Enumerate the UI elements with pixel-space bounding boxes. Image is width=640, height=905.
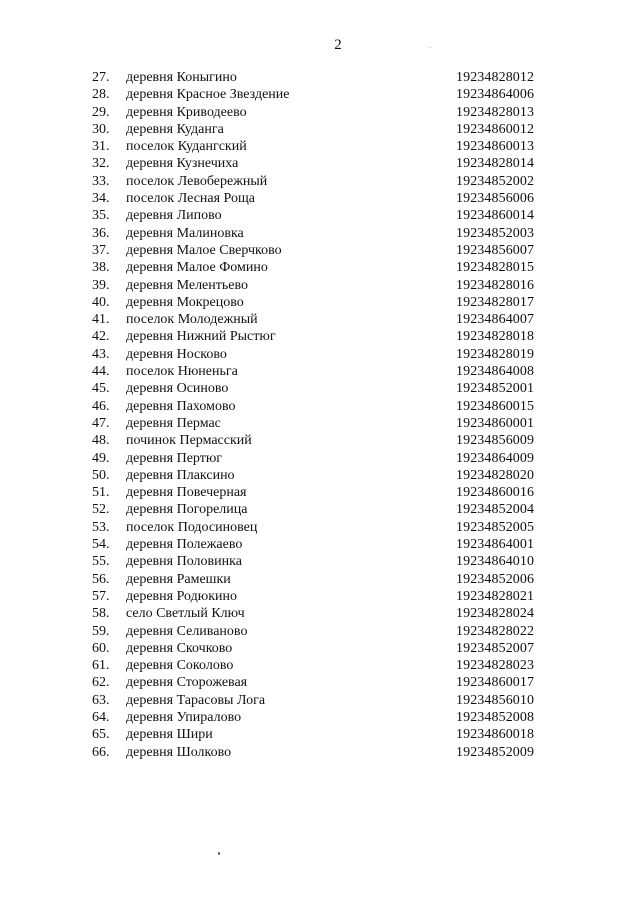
row-number: 48. (92, 433, 110, 449)
oktmo-code: 19234852005 (456, 519, 535, 535)
oktmo-code: 19234860014 (456, 208, 535, 224)
settlement-row (0, 623, 640, 640)
oktmo-code: 19234828015 (456, 260, 535, 276)
settlement-row (0, 294, 640, 311)
oktmo-code: 19234852007 (456, 640, 535, 656)
settlement-name: деревня Носково (126, 346, 227, 362)
oktmo-code: 19234864001 (456, 537, 535, 553)
settlement-row (0, 173, 640, 190)
oktmo-code: 19234864009 (456, 450, 535, 466)
row-number: 40. (92, 294, 110, 310)
row-number: 59. (92, 623, 110, 639)
settlement-name: починок Пермасский (126, 433, 252, 449)
settlement-name: деревня Родюкино (126, 588, 237, 604)
settlement-list (0, 69, 640, 761)
settlement-name: деревня Осиново (126, 381, 229, 397)
settlement-row (0, 692, 640, 709)
settlement-row (0, 104, 640, 121)
settlement-row (0, 588, 640, 605)
settlement-name: деревня Плаксино (126, 467, 235, 483)
row-number: 54. (92, 537, 110, 553)
row-number: 61. (92, 658, 110, 674)
oktmo-code: 19234864006 (456, 87, 535, 103)
settlement-name: деревня Половинка (126, 554, 242, 570)
settlement-name: деревня Липово (126, 208, 222, 224)
row-number: 38. (92, 260, 110, 276)
settlement-name: село Светлый Ключ (126, 606, 245, 622)
oktmo-code: 19234860015 (456, 398, 535, 414)
settlement-row (0, 380, 640, 397)
row-number: 51. (92, 485, 110, 501)
row-number: 35. (92, 208, 110, 224)
settlement-row (0, 225, 640, 242)
settlement-name: деревня Малиновка (126, 225, 244, 241)
row-number: 30. (92, 121, 110, 137)
oktmo-code: 19234856006 (456, 191, 535, 207)
oktmo-code: 19234828020 (456, 467, 535, 483)
settlement-row (0, 363, 640, 380)
settlement-row (0, 398, 640, 415)
settlement-name: деревня Коныгино (126, 70, 237, 85)
oktmo-code: 19234828016 (456, 277, 535, 293)
settlement-row (0, 709, 640, 726)
oktmo-code: 19234828012 (456, 70, 535, 85)
oktmo-code: 19234852006 (456, 571, 535, 587)
page-number: 2 (334, 37, 342, 53)
settlement-row (0, 86, 640, 103)
settlement-name: поселок Кудангский (126, 139, 247, 155)
oktmo-code: 19234864007 (456, 312, 535, 328)
settlement-name: деревня Куданга (126, 121, 224, 137)
row-number: 58. (92, 606, 110, 622)
settlement-row (0, 450, 640, 467)
row-number: 62. (92, 675, 110, 691)
settlement-row (0, 207, 640, 224)
settlement-name: деревня Пертюг (126, 450, 223, 466)
settlement-name: деревня Скочково (126, 640, 233, 656)
settlement-row (0, 69, 640, 86)
settlement-name: деревня Малое Фомино (126, 260, 268, 276)
row-number: 45. (92, 381, 110, 397)
row-number: 34. (92, 191, 110, 207)
settlement-name: деревня Пермас (126, 415, 221, 431)
settlement-row (0, 328, 640, 345)
settlement-name: деревня Полежаево (126, 537, 243, 553)
row-number: 41. (92, 312, 110, 328)
settlement-name: деревня Красное Звездение (126, 87, 290, 103)
row-number: 39. (92, 277, 110, 293)
settlement-name: деревня Шолково (126, 744, 232, 760)
oktmo-code: 19234852003 (456, 225, 535, 241)
settlement-row (0, 501, 640, 518)
settlement-row (0, 467, 640, 484)
row-number: 57. (92, 588, 110, 604)
row-number: 50. (92, 467, 110, 483)
oktmo-code: 19234856007 (456, 242, 535, 258)
settlement-row (0, 277, 640, 294)
settlement-name: поселок Молодежный (126, 312, 258, 328)
settlement-row (0, 674, 640, 691)
settlement-name: деревня Криводеево (126, 104, 247, 120)
oktmo-code: 19234860001 (456, 415, 535, 431)
settlement-row (0, 432, 640, 449)
oktmo-code: 19234828019 (456, 346, 535, 362)
oktmo-code: 19234828013 (456, 104, 535, 120)
settlement-name: деревня Повечерная (126, 485, 247, 501)
oktmo-code: 19234828021 (456, 588, 535, 604)
oktmo-code: 19234860013 (456, 139, 535, 155)
settlement-row (0, 640, 640, 657)
settlement-name: деревня Шири (126, 727, 213, 743)
settlement-row (0, 726, 640, 743)
settlement-name: поселок Подосиновец (126, 519, 258, 535)
row-number: 56. (92, 571, 110, 587)
settlement-row (0, 259, 640, 276)
settlement-row (0, 242, 640, 259)
row-number: 33. (92, 173, 110, 189)
settlement-row (0, 519, 640, 536)
settlement-row (0, 536, 640, 553)
row-number: 66. (92, 744, 110, 760)
row-number: 43. (92, 346, 110, 362)
settlement-row (0, 605, 640, 622)
settlement-name: деревня Нижний Рыстюг (126, 329, 276, 345)
settlement-name: поселок Левобережный (126, 173, 268, 189)
scan-speck (218, 852, 220, 855)
settlement-row (0, 415, 640, 432)
oktmo-code: 19234852008 (456, 709, 535, 725)
settlement-row (0, 155, 640, 172)
settlement-row (0, 553, 640, 570)
oktmo-code: 19234828024 (456, 606, 535, 622)
settlement-row (0, 346, 640, 363)
settlement-name: деревня Мокрецово (126, 294, 244, 310)
oktmo-code: 19234828023 (456, 658, 535, 674)
row-number: 32. (92, 156, 110, 172)
oktmo-code: 19234860018 (456, 727, 535, 743)
row-number: 28. (92, 87, 110, 103)
oktmo-code: 19234860016 (456, 485, 535, 501)
settlement-row (0, 190, 640, 207)
oktmo-code: 19234828022 (456, 623, 535, 639)
row-number: 64. (92, 709, 110, 725)
settlement-name: поселок Лесная Роща (126, 191, 255, 207)
row-number: 53. (92, 519, 110, 535)
oktmo-code: 19234856010 (456, 692, 535, 708)
oktmo-code: 19234828017 (456, 294, 535, 310)
row-number: 63. (92, 692, 110, 708)
settlement-name: деревня Селиваново (126, 623, 248, 639)
settlement-name: деревня Мелентьево (126, 277, 248, 293)
settlement-row (0, 571, 640, 588)
settlement-name: деревня Пахомово (126, 398, 236, 414)
scan-speck (430, 47, 431, 48)
row-number: 60. (92, 640, 110, 656)
settlement-row (0, 311, 640, 328)
row-number: 55. (92, 554, 110, 570)
settlement-row (0, 657, 640, 674)
row-number: 49. (92, 450, 110, 466)
settlement-name: деревня Кузнечиха (126, 156, 239, 172)
oktmo-code: 19234864010 (456, 554, 535, 570)
oktmo-code: 19234852001 (456, 381, 535, 397)
settlement-row (0, 744, 640, 761)
row-number: 31. (92, 139, 110, 155)
row-number: 47. (92, 415, 110, 431)
row-number: 27. (92, 70, 110, 85)
row-number: 29. (92, 104, 110, 120)
oktmo-code: 19234860012 (456, 121, 535, 137)
settlement-name: поселок Нюненьга (126, 364, 238, 380)
oktmo-code: 19234828014 (456, 156, 535, 172)
settlement-name: деревня Малое Сверчково (126, 242, 282, 258)
settlement-row (0, 138, 640, 155)
oktmo-code: 19234828018 (456, 329, 535, 345)
settlement-name: деревня Рамешки (126, 571, 231, 587)
settlement-name: деревня Упиралово (126, 709, 242, 725)
oktmo-code: 19234852004 (456, 502, 535, 518)
oktmo-code: 19234852002 (456, 173, 535, 189)
row-number: 52. (92, 502, 110, 518)
settlement-row (0, 121, 640, 138)
oktmo-code: 19234856009 (456, 433, 535, 449)
oktmo-code: 19234852009 (456, 744, 535, 760)
settlement-row (0, 484, 640, 501)
settlement-name: деревня Соколово (126, 658, 234, 674)
settlement-name: деревня Сторожевая (126, 675, 248, 691)
row-number: 37. (92, 242, 110, 258)
row-number: 46. (92, 398, 110, 414)
settlement-name: деревня Тарасовы Лога (126, 692, 266, 708)
oktmo-code: 19234860017 (456, 675, 535, 691)
row-number: 42. (92, 329, 110, 345)
settlement-name: деревня Погорелица (126, 502, 248, 518)
row-number: 65. (92, 727, 110, 743)
row-number: 44. (92, 364, 110, 380)
row-number: 36. (92, 225, 110, 241)
oktmo-code: 19234864008 (456, 364, 535, 380)
